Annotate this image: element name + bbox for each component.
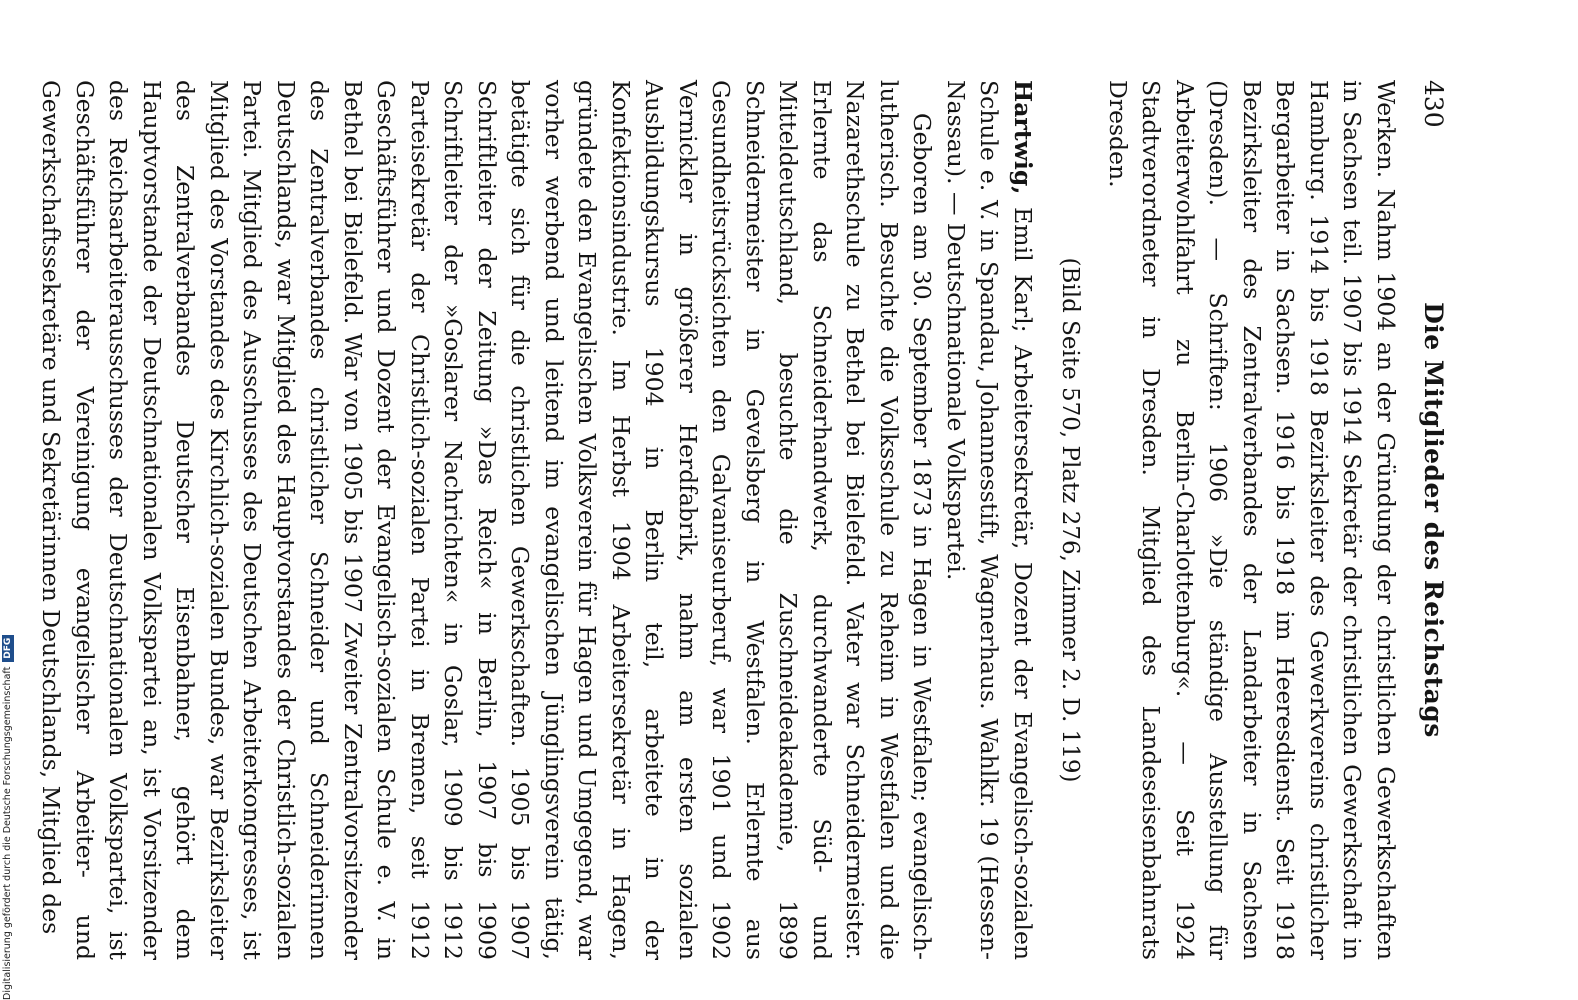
page-header	[1408, 80, 1452, 960]
picture-reference: (Bild Seite 570, Platz 276, Zimmer 2. D. 119)	[1057, 257, 1084, 783]
rotated-book-page	[37, 80, 1452, 960]
continued-entry-text: Werken. Nahm 1904 an der Gründung der christlichen Gewerkschaften in Sachsen teil. 1907 bis 1914 Sekretär der christlichen Gewerkschaft in Hamburg. 1914 bis 1918 Bezirksleiter des Gewerkvereins christlicher Bergarbeiter in Sachsen. 1916 bis 1918 im Heeresdienst. Seit 1918 Bezirksleiter des Zentralverbandes der Landarbeiter in Sachsen (Dresden). — Schriften: 1906 »Die ständige Ausstellung für Arbeiterwohlfahrt zu Berlin-Charlottenburg«. — Seit 1924 Stadtverordneter in Dresden. Mitglied des Landeseisenbahnrats Dresden.	[1104, 80, 1400, 960]
entry-heading	[939, 80, 1040, 960]
dfg-logo: DFG	[2, 635, 14, 662]
digitization-credit	[1, 20, 15, 1000]
entry-heading-text: Emil Karl; Arbeitersekretär, Dozent der Evangelisch-sozialen Schule e. V. in Spandau, Johannesstift, Wagnerhaus. Wahlkr. 19 (Hessen-Nassau). — Deutschnationale Volkspartei.	[942, 80, 1037, 960]
running-title: Die Mitglieder des Reichstags	[1419, 302, 1448, 738]
credit-text: Digitalisierung gefördert durch die Deutsche Forschungsgemeinschaft	[2, 666, 13, 1000]
entry-name: Hartwig,	[1009, 80, 1037, 195]
entry-biography: Geboren am 30. September 1873 in Hagen in Westfalen; evangelisch-lutherisch. Besuchte die Volksschule zu Reheim in Westfalen und die Nazarethschule zu Bethel bei Bielefeld. Vater war Schneidermeister. Erlernte das Schneiderhandwerk, durchwanderte Süd- und Mitteldeutschland, besuchte die Zuschneideakademie, 1899 Schneidermeister in Gevelsberg in Westfalen. Erlernte aus Gesundheitsrücksichten den Galvaniseurberuf, war 1901 und 1902 Vernickler in größerer Herdfabrik, nahm am ersten sozialen Ausbildungskursus 1904 in Berlin teil, arbeitete in der Konfektionsindustrie. Im Herbst 1904 Arbeitersekretär in Hagen, gründete den Evangelischen Volksverein für Hagen und Umgegend, war vorher werbend und leitend im evangelischen Jünglingsverein tätig, betätigte sich für die christlichen Gewerkschaften. 1905 bis 1907 Schriftleiter der Zeitung »Das Reich« in Berlin, 1907 bis 1909 Schriftleiter der »Goslarer Nachrichten« in Goslar, 1909 bis 1912 Parteisekretär der Christlich-sozialen Partei in Bremen, seit 1912 Geschäftsführer und Dozent der Evangelisch-sozialen Schule e. V. in Bethel bei Bielefeld. War von 1905 bis 1907 Zweiter Zentralvorsitzender des Zentralverbandes christlicher Schneider und Schneiderinnen Deutschlands, war Mitglied des Hauptvorstandes der Christlich-sozialen Partei. Mitglied des Ausschusses des Deutschen Arbeiterkongresses, ist Mitglied des Vorstandes des Kirchlich-sozialen Bundes, war Bezirksleiter des Zentralverbandes Deutscher Eisenbahner, gehört dem Hauptvorstande der Deutschnationalen Volkspartei an, ist Vorsitzender des Reichsarbeiterausschusses der Deutschnationalen Volkspartei, ist Geschäftsführer der Vereinigung evangelischer Arbeiter- und Gewerkschaftssekretäre und Sekretärinnen Deutschlands, Mitglied des	[37, 80, 937, 960]
page-number: 430	[1419, 80, 1448, 128]
page-body	[34, 80, 1402, 960]
